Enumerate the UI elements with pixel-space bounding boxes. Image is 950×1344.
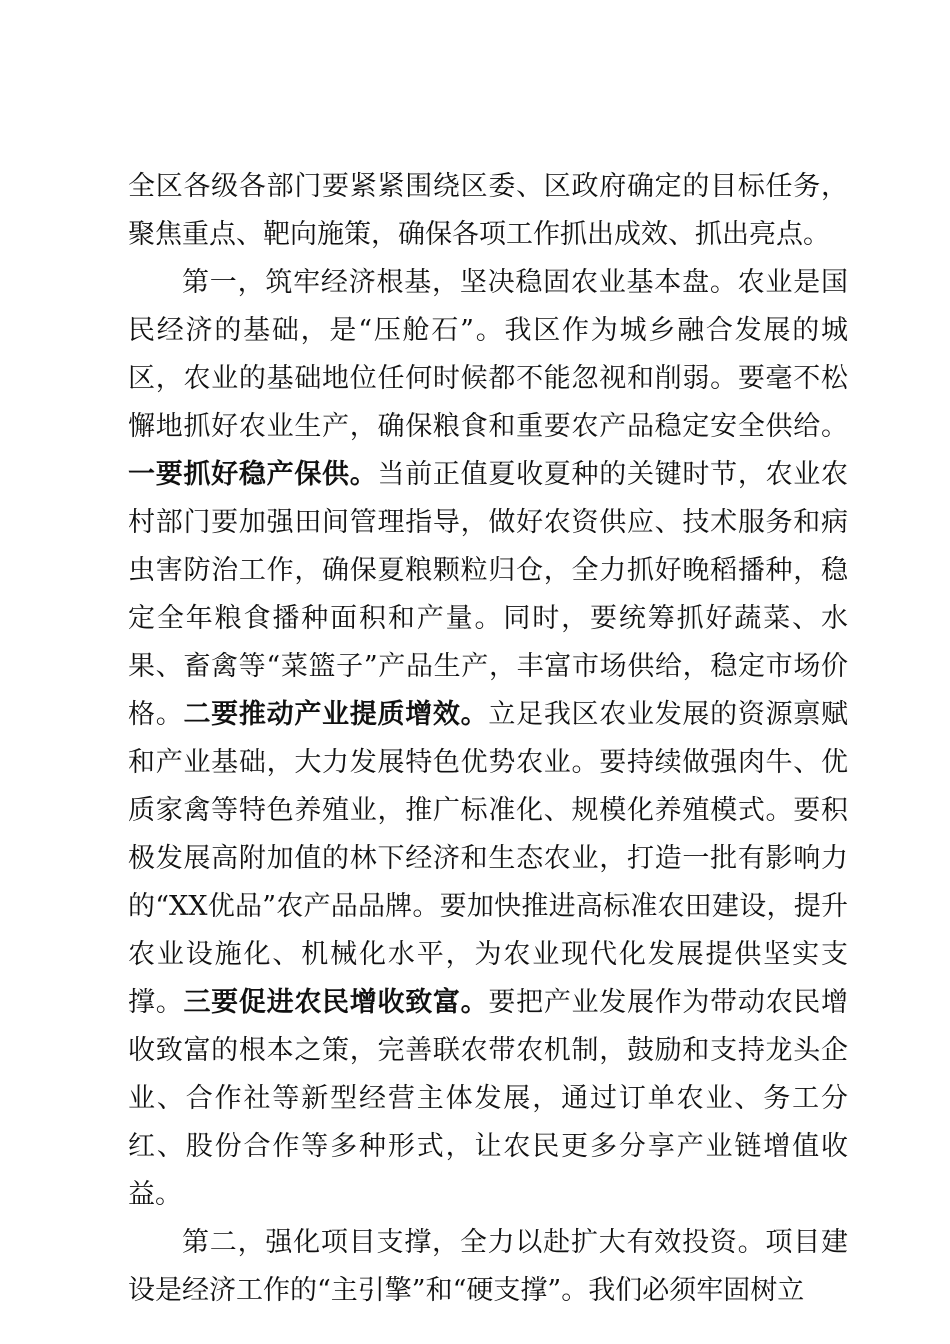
paragraph-section-one	[128, 259, 848, 1219]
paragraph-text: 当前正值夏收夏种的关键时节，农业农村部门要加强田间管理指导，做好农资供应、技术服务和病虫害防治工作，确保夏粮颗粒归仓，全力抓好晚稻播种，稳定全年粮食播种面积和产量。同时，要统筹抓好蔬菜、水果、畜禽等“菜篮子”产品生产，丰富市场供给，稳定市场价格。	[128, 459, 849, 730]
bold-heading-stable-supply: 一要抓好稳产保供。	[128, 459, 378, 490]
bold-heading-farmer-income: 三要促进农民增收致富。	[183, 987, 489, 1018]
paragraph-text: 第一，筑牢经济根基，坚决稳固农业基本盘。农业是国民经济的基础，是“压舱石”。我区作为城乡融合发展的城区，农业的基础地位任何时候都不能忽视和削弱。要毫不松懈地抓好农业生产，确保粮食和重要农产品稳定安全供给。	[128, 267, 848, 442]
paragraph-section-two	[128, 1219, 848, 1315]
paragraph-text: 第二，强化项目支撑，全力以赴扩大有效投资。项目建设是经济工作的“主引擎”和“硬支撑”。我们必须牢固树立	[128, 1227, 848, 1306]
bold-heading-industry-quality: 二要推动产业提质增效。	[183, 699, 489, 730]
paragraph-text: 全区各级各部门要紧紧围绕区委、区政府确定的目标任务，聚焦重点、靶向施策，确保各项工作抓出成效、抓出亮点。	[128, 171, 848, 250]
document-body	[128, 163, 848, 1315]
paragraph-text: 要把产业发展作为带动农民增收致富的根本之策，完善联农带农机制，鼓励和支持龙头企业、合作社等新型经营主体发展，通过订单农业、务工分红、股份合作等多种形式，让农民更多分享产业链增值收益。	[128, 987, 849, 1210]
paragraph-text: 立足我区农业发展的资源禀赋和产业基础，大力发展特色优势农业。要持续做强肉牛、优质家禽等特色养殖业，推广标准化、规模化养殖模式。要积极发展高附加值的林下经济和生态农业，打造一批有影响力的“XX优品”农产品品牌。要加快推进高标准农田建设，提升农业设施化、机械化水平，为农业现代化发展提供坚实支撑。	[128, 699, 849, 1018]
paragraph-intro	[128, 163, 848, 259]
